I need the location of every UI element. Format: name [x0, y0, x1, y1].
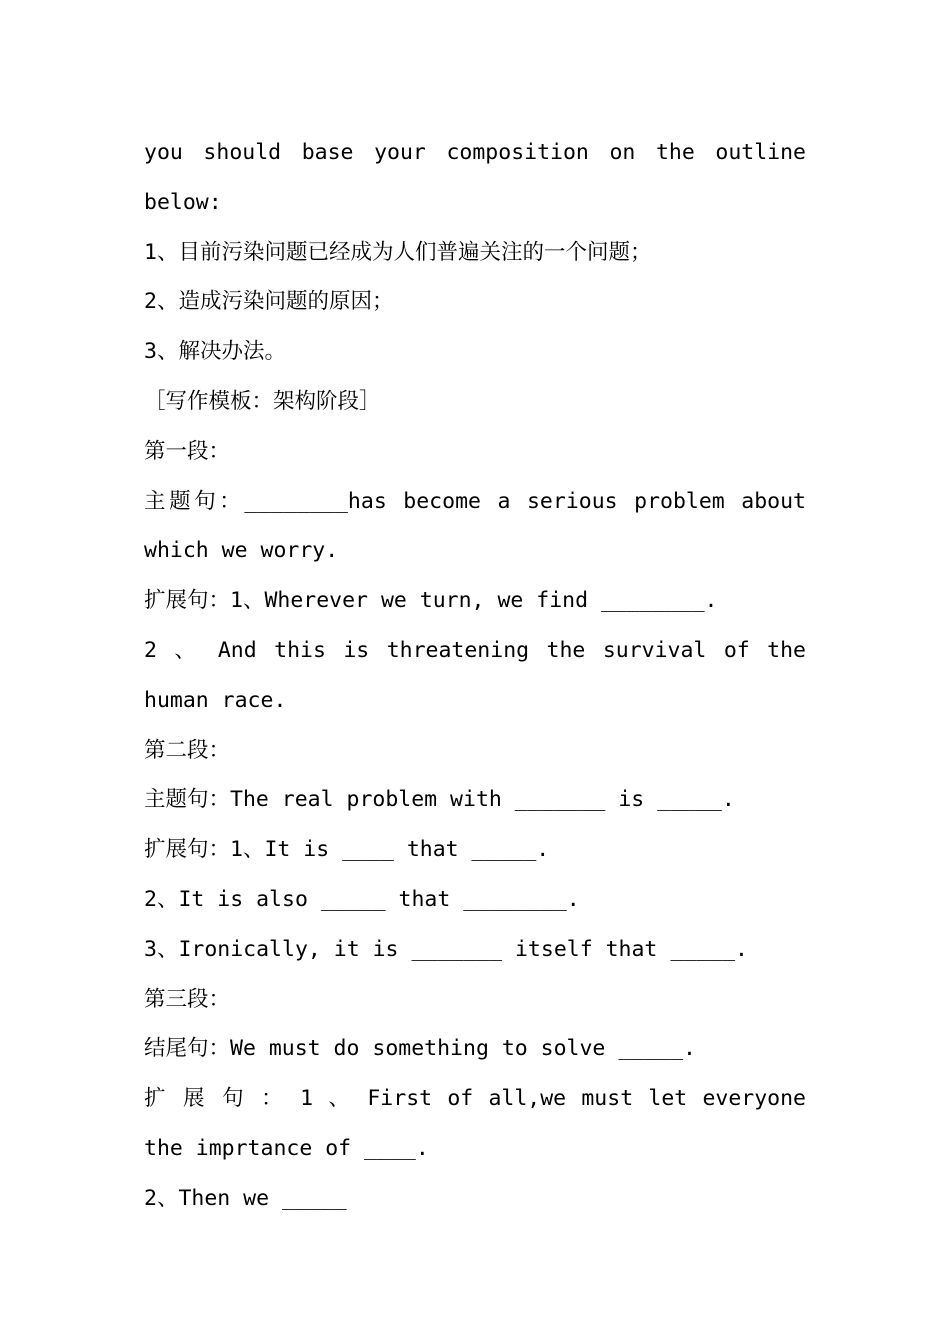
paragraph-1-heading: 第一段：: [144, 438, 231, 464]
outline-instruction-line-2: below:: [144, 189, 222, 215]
paragraph-3-expansion-1: 扩 展 句 ： 1 、 First of all,we must let everyone: [144, 1086, 806, 1112]
outline-point-1: 1、目前污染问题已经成为人们普遍关注的一个问题；: [144, 239, 652, 265]
paragraph-2-topic-sentence: 主题句：The real problem with _______ is _____.: [144, 787, 735, 813]
paragraph-3-closing-sentence: 结尾句：We must do something to solve _____.: [144, 1036, 696, 1062]
paragraph-3-heading: 第三段：: [144, 986, 231, 1012]
paragraph-1-expansion-2: 2 、 And this is threatening the survival of the: [144, 637, 806, 663]
document-body: [144, 128, 806, 1224]
paragraph-3-expansion-1-cont: the imprtance of ____.: [144, 1135, 429, 1161]
paragraph-3-expansion-2: 2、Then we _____: [144, 1185, 347, 1211]
paragraph-1-topic-sentence-cont: which we worry.: [144, 538, 339, 564]
paragraph-2-expansion-2: 2、It is also _____ that ________.: [144, 886, 580, 912]
paragraph-2-heading: 第二段：: [144, 737, 231, 763]
outline-instruction-line-1: you should base your composition on the outline: [144, 140, 806, 165]
paragraph-1-expansion-2-cont: human race.: [144, 687, 287, 713]
outline-point-2: 2、造成污染问题的原因；: [144, 289, 394, 315]
paragraph-1-topic-sentence: 主题句：________has become a serious problem about: [144, 488, 806, 514]
paragraph-2-expansion-1: 扩展句：1、It is ____ that _____.: [144, 837, 550, 863]
template-heading: ［写作模板：架构阶段］: [144, 388, 381, 414]
outline-point-3: 3、解决办法。: [144, 339, 286, 365]
paragraph-2-expansion-3: 3、Ironically, it is _______ itself that _____.: [144, 936, 748, 962]
paragraph-1-expansion-1: 扩展句：1、Wherever we turn, we find ________.: [144, 588, 718, 614]
